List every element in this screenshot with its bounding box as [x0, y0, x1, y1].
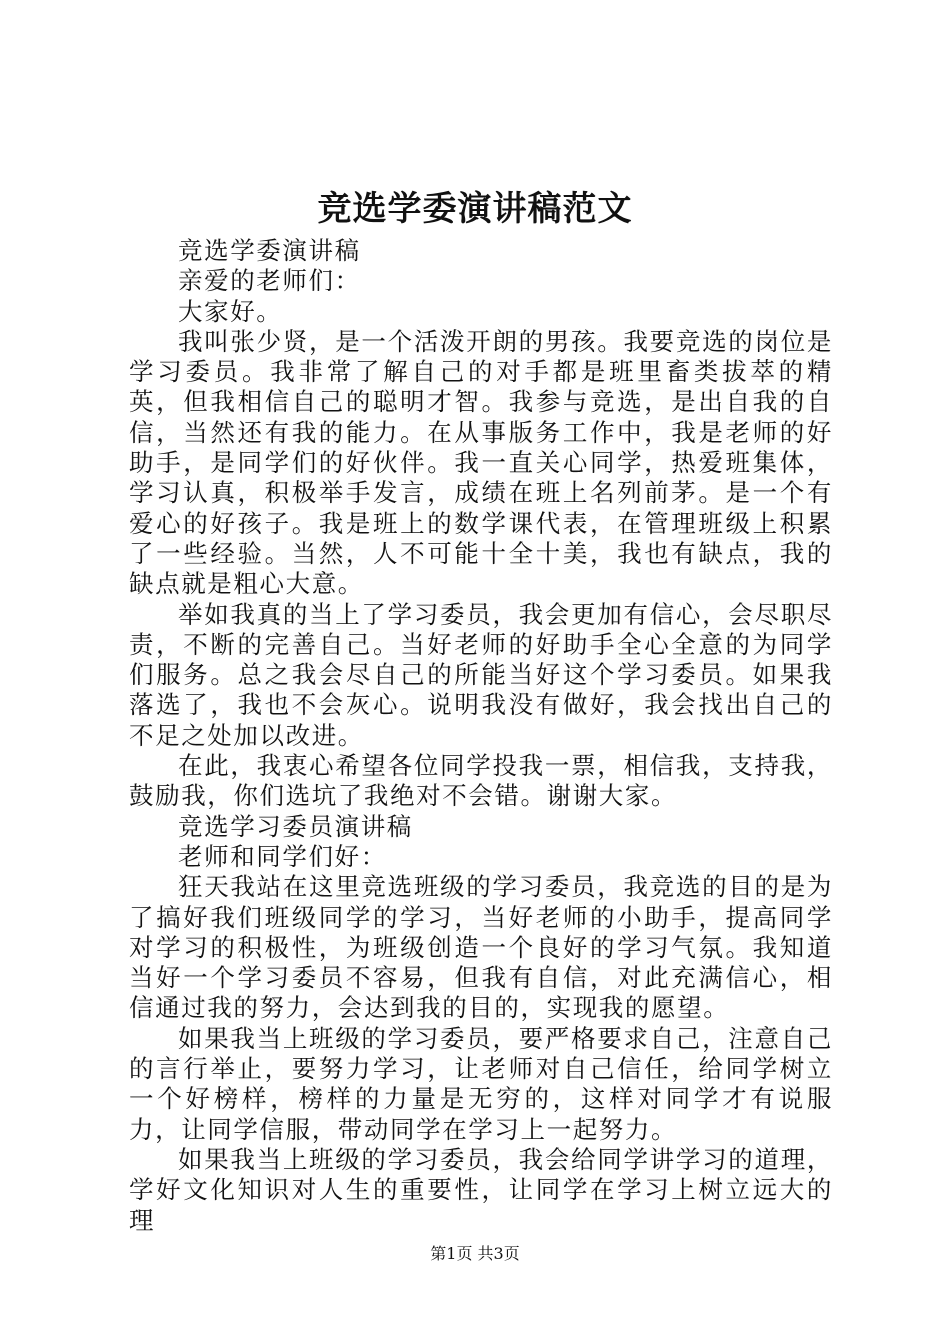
paragraph-closing: 在此，我衷心希望各位同学投我一票，相信我，支持我，鼓励我，你们选坑了我绝对不会错。谢谢大家。 — [129, 751, 833, 811]
paragraph-purpose: 狂天我站在这里竞选班级的学习委员，我竞选的目的是为了搞好我们班级同学的学习，当好老师的小助手，提高同学对学习的积极性，为班级创造一个良好的学习气氛。我知道当好一个学习委员不容易，但我有自信，对此充满信心，相信通过我的努力，会达到我的目的，实现我的愿望。 — [129, 872, 833, 1023]
document-title: 竞选学委演讲稿范文 — [317, 189, 633, 229]
paragraph-salutation-2: 老师和同学们好： — [178, 841, 387, 871]
paragraph-heading-1: 竞选学委演讲稿 — [178, 236, 361, 265]
paragraph-commitment: 举如我真的当上了学习委员，我会更加有信心，会尽职尽责，不断的完善自己。当好老师的好助手全心全意的为同学们服务。总之我会尽自己的所能当好这个学习委员。如果我落选了，我也不会灰心。说明我没有做好，我会找出自己的不足之处加以改进。 — [129, 599, 833, 750]
paragraph-heading-2: 竞选学习委员演讲稿 — [178, 811, 413, 841]
page-number: 第1页 共3页 — [430, 1244, 520, 1263]
paragraph-salutation-1: 亲爱的老师们： — [178, 266, 361, 296]
document-body — [129, 236, 833, 1236]
paragraph-plan-1: 如果我当上班级的学习委员，要严格要求自己，注意自己的言行举止，要努力学习，让老师对自己信任，给同学树立一个好榜样，榜样的力量是无穷的，这样对同学才有说服力，让同学信服，带动同学在学习上一起努力。 — [129, 1023, 833, 1144]
paragraph-introduction: 我叫张少贤，是一个活泼开朗的男孩。我要竞选的岗位是学习委员。我非常了解自己的对手都是班里畜类拔萃的精英，但我相信自己的聪明才智。我参与竞选，是出自我的自信，当然还有我的能力。在从事版务工作中，我是老师的好助手，是同学们的好伙伴。我一直关心同学，热爱班集体，学习认真，积极举手发言，成绩在班上名列前茅。是一个有爱心的好孩子。我是班上的数学课代表，在管理班级上积累了一些经验。当然，人不可能十全十美，我也有缺点，我的缺点就是粗心大意。 — [129, 326, 833, 599]
paragraph-greeting: 大家好。 — [178, 296, 283, 326]
paragraph-plan-2: 如果我当上班级的学习委员，我会给同学讲学习的道理，学好文化知识对人生的重要性，让同学在学习上树立远大的理 — [129, 1144, 833, 1235]
